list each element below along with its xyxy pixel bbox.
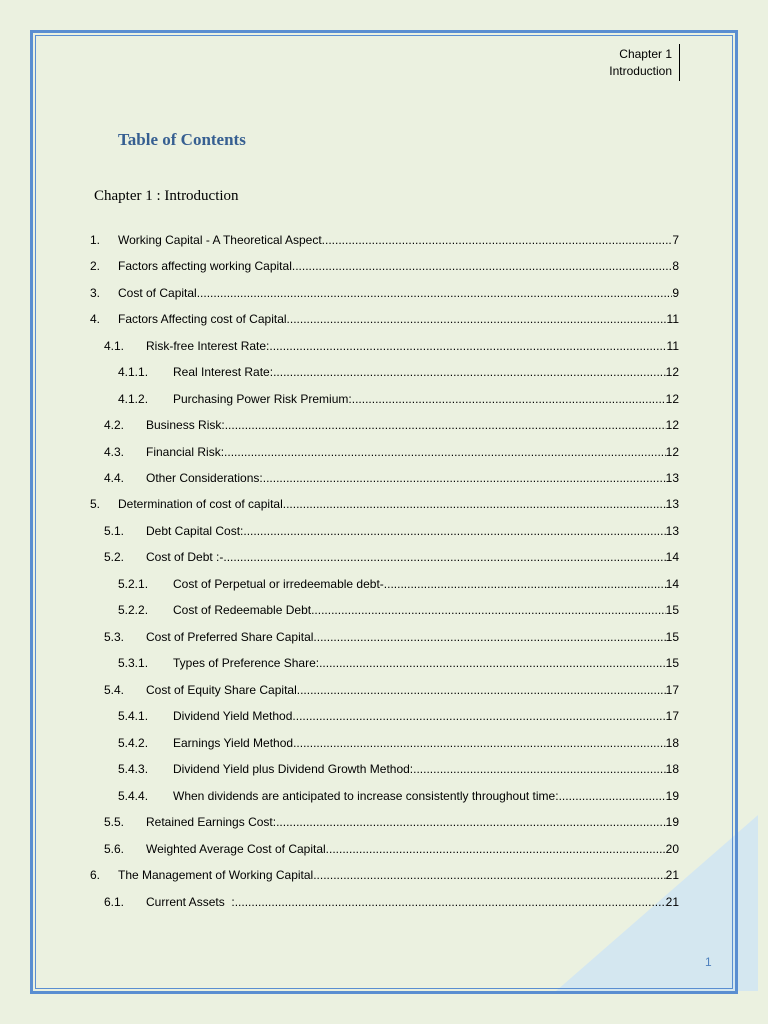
toc-entry-number: 6. (90, 868, 101, 883)
toc-entry-title: When dividends are anticipated to increase consistently throughout time: (173, 788, 559, 803)
toc-entry-page: 19 (665, 788, 679, 803)
toc-entry-page: 14 (665, 550, 679, 565)
dot-leader (224, 439, 666, 465)
dot-leader (293, 730, 666, 756)
toc-entry-number: 5.4.1. (118, 709, 149, 724)
dot-leader (283, 491, 666, 517)
toc-entry-title: Other Considerations: (146, 471, 263, 486)
toc-entry-number: 5.4.4. (118, 788, 149, 803)
toc-entry-page: 13 (665, 523, 679, 538)
dot-leader (313, 624, 665, 650)
dot-leader (326, 836, 666, 862)
header-title: Introduction (609, 64, 672, 78)
toc-entry-number: 4.4. (104, 471, 125, 486)
toc-entry[interactable] (0, 862, 679, 888)
toc-entry-title: Cost of Equity Share Capital (146, 682, 297, 697)
toc-entry[interactable] (0, 412, 679, 438)
chapter-heading: Chapter 1 : Introduction (94, 188, 239, 204)
toc-entry[interactable] (0, 333, 679, 359)
toc-entry-number: 4. (90, 312, 101, 327)
toc-entry-number: 5.3. (104, 629, 125, 644)
toc-entry[interactable] (0, 703, 679, 729)
toc-entry-title: Factors affecting working Capital (118, 259, 292, 274)
toc-entry-number: 4.1.1. (118, 365, 149, 380)
toc-entry[interactable] (0, 783, 679, 809)
toc-entry-title: Earnings Yield Method (173, 735, 294, 750)
toc-entry-number: 5.5. (104, 815, 125, 830)
toc-entry-page: 12 (665, 418, 679, 433)
toc-entry[interactable] (0, 597, 679, 623)
toc-entry-number: 5.6. (104, 841, 125, 856)
toc-entry-number: 2. (90, 259, 101, 274)
dot-leader (243, 518, 665, 544)
toc-entry-number: 5.3.1. (118, 656, 149, 671)
dot-leader (225, 412, 666, 438)
toc-entry-title: Cost of Capital (118, 285, 197, 300)
toc-entry-title: Real Interest Rate: (173, 365, 274, 380)
header-rule (679, 44, 680, 81)
toc-entry-page: 14 (665, 576, 679, 591)
dot-leader (269, 333, 666, 359)
toc-entry[interactable] (0, 386, 679, 412)
toc-entry[interactable] (0, 836, 679, 862)
toc-entry-number: 4.2. (104, 418, 125, 433)
toc-entry-title: Dividend Yield plus Dividend Growth Method: (173, 762, 414, 777)
toc-entry-title: Debt Capital Cost: (146, 523, 244, 538)
toc-entry[interactable] (0, 809, 679, 835)
toc-entry-number: 4.3. (104, 444, 125, 459)
toc-entry[interactable] (0, 518, 679, 544)
toc-entry-title: Working Capital - A Theoretical Aspect (118, 232, 322, 247)
toc-entry-number: 1. (90, 232, 101, 247)
toc-entry-title: Purchasing Power Risk Premium: (173, 391, 352, 406)
toc-entry[interactable] (0, 465, 679, 491)
toc-entry-title: Cost of Redeemable Debt (173, 603, 312, 618)
dot-leader (313, 862, 665, 888)
toc-entry-page: 8 (672, 259, 679, 274)
toc-entry[interactable] (0, 544, 679, 570)
toc-entry-number: 5.2. (104, 550, 125, 565)
toc-entry-page: 17 (665, 709, 679, 724)
toc-entry-page: 21 (665, 868, 679, 883)
toc-heading: Table of Contents (118, 130, 246, 149)
dot-leader (322, 227, 673, 253)
toc-entry-title: The Management of Working Capital (118, 868, 314, 883)
toc-entry[interactable] (0, 359, 679, 385)
dot-leader (352, 386, 666, 412)
dot-leader (197, 280, 673, 306)
toc-entry[interactable] (0, 650, 679, 676)
dot-leader (223, 544, 665, 570)
toc-entry-title: Factors Affecting cost of Capital (118, 312, 287, 327)
toc-entry-title: Risk-free Interest Rate: (146, 338, 270, 353)
dot-leader (276, 809, 666, 835)
toc-entry-page: 12 (665, 391, 679, 406)
table-of-contents (0, 227, 679, 915)
toc-entry[interactable] (0, 571, 679, 597)
toc-entry-page: 11 (666, 338, 679, 353)
toc-entry-title: Cost of Perpetual or irredeemable debt- (173, 576, 384, 591)
toc-entry[interactable] (0, 756, 679, 782)
dot-leader (235, 889, 666, 915)
toc-entry-page: 17 (665, 682, 679, 697)
toc-entry[interactable] (0, 306, 679, 332)
toc-entry-page: 18 (665, 735, 679, 750)
toc-entry-page: 12 (665, 365, 679, 380)
toc-entry-page: 15 (665, 629, 679, 644)
toc-entry-page: 11 (666, 312, 679, 327)
toc-entry-number: 5. (90, 497, 101, 512)
toc-entry-title: Dividend Yield Method (173, 709, 293, 724)
toc-entry-page: 19 (665, 815, 679, 830)
toc-entry-title: Business Risk: (146, 418, 225, 433)
toc-entry[interactable] (0, 280, 679, 306)
toc-entry-title: Types of Preference Share: (173, 656, 320, 671)
toc-entry-page: 9 (672, 285, 679, 300)
dot-leader (263, 465, 666, 491)
toc-entry-page: 13 (665, 471, 679, 486)
toc-entry-title: Financial Risk: (146, 444, 225, 459)
header-chapter: Chapter 1 (619, 47, 672, 61)
page-number: 1 (705, 955, 712, 969)
toc-entry[interactable] (0, 439, 679, 465)
dot-leader (413, 756, 666, 782)
toc-entry-number: 5.4. (104, 682, 125, 697)
dot-leader (292, 253, 672, 279)
toc-entry-number: 6.1. (104, 894, 125, 909)
toc-entry[interactable] (0, 889, 679, 915)
toc-entry[interactable] (0, 227, 679, 253)
toc-entry[interactable] (0, 730, 679, 756)
toc-entry-number: 5.1. (104, 523, 125, 538)
toc-entry-title: Cost of Debt :- (146, 550, 224, 565)
toc-entry-title: Cost of Preferred Share Capital (146, 629, 314, 644)
dot-leader (273, 359, 666, 385)
dot-leader (319, 650, 666, 676)
dot-leader (559, 783, 666, 809)
toc-entry-page: 21 (665, 894, 679, 909)
toc-entry-title: Determination of cost of capital (118, 497, 283, 512)
toc-entry[interactable] (0, 677, 679, 703)
dot-leader (384, 571, 666, 597)
toc-entry-number: 3. (90, 285, 101, 300)
dot-leader (287, 306, 667, 332)
dot-leader (292, 703, 665, 729)
toc-entry-page: 12 (665, 444, 679, 459)
dot-leader (311, 597, 666, 623)
toc-entry[interactable] (0, 253, 679, 279)
toc-entry-number: 4.1.2. (118, 391, 149, 406)
toc-entry-title: Weighted Average Cost of Capital (146, 841, 326, 856)
toc-entry-number: 5.4.3. (118, 762, 149, 777)
toc-entry-page: 15 (665, 603, 679, 618)
toc-entry-page: 20 (665, 841, 679, 856)
toc-entry-number: 5.4.2. (118, 735, 149, 750)
toc-entry[interactable] (0, 624, 679, 650)
dot-leader (297, 677, 666, 703)
toc-entry[interactable] (0, 491, 679, 517)
toc-entry-page: 13 (665, 497, 679, 512)
toc-entry-page: 7 (672, 232, 679, 247)
toc-entry-number: 5.2.1. (118, 576, 149, 591)
toc-entry-page: 18 (665, 762, 679, 777)
running-header (609, 46, 672, 80)
toc-entry-title: Retained Earnings Cost: (146, 815, 277, 830)
toc-entry-number: 5.2.2. (118, 603, 149, 618)
toc-entry-page: 15 (665, 656, 679, 671)
toc-entry-title: Current Assets : (146, 894, 235, 909)
toc-entry-number: 4.1. (104, 338, 125, 353)
